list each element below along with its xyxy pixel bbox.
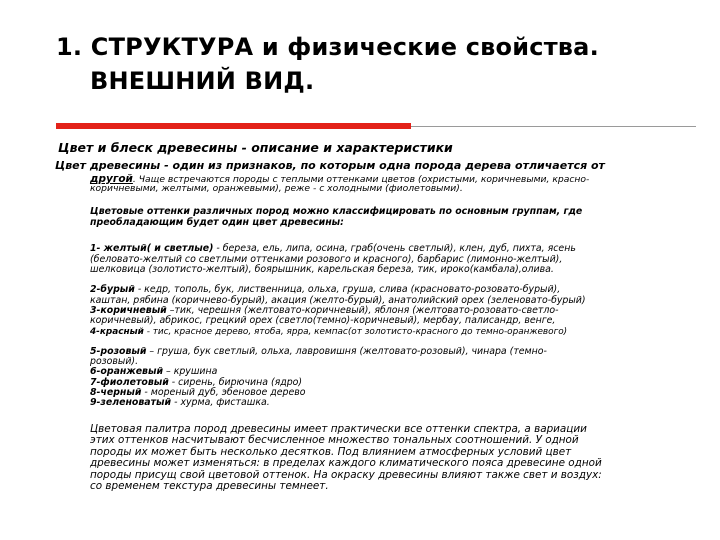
group-1-line-3: шелковица (золотисто-желтый), боярышник, карельская береза, тик, ироко(камбала),олива. xyxy=(90,264,554,275)
group-2-label: 2-бурый xyxy=(90,284,135,295)
intro-rest-1: . Чаще встречаются породы с теплыми оттенками цветов (охристыми, коричневыми, красно- xyxy=(132,174,590,185)
group-2-text: - кедр, тополь, бук, лиственница, ольха, груша, слива (красновато-розовато-бурый), xyxy=(134,284,561,295)
palette-line-2: этих оттенков насчитывают бесчисленное множество тональных соотношений. У одной xyxy=(90,434,579,447)
group-5-line-2: розовый). xyxy=(90,356,139,367)
title-line-1: 1. СТРУКТУРА и физические свойства. xyxy=(56,33,599,61)
groups-intro-1: Цветовые оттенки различных пород можно классифицировать по основным группам, где xyxy=(90,206,583,217)
intro-emphasis: другой xyxy=(90,173,133,185)
group-6-label: 6-оранжевый xyxy=(90,366,164,377)
group-6-line xyxy=(90,367,217,377)
palette-line-3: породы их может быть несколько десятков. Под влиянием атмосферных условий цвет xyxy=(90,445,572,458)
groups-intro-2: преобладающим будет один цвет древесины: xyxy=(90,217,344,228)
intro-line-1: Цвет древесины - один из признаков, по которым одна порода дерева отличается от xyxy=(55,159,605,172)
group-3-line-2: коричневый), абрикос, грецкий орех (светло(темно)-коричневый), мербау, палисандр, венге, xyxy=(90,315,556,326)
section-heading: Цвет и блеск древесины - описание и характеристики xyxy=(58,140,453,155)
group-4-text: - тис, красное дерево, ятоба, ярра, кемпас(от золотисто-красного до темно-оранжевого) xyxy=(143,327,568,337)
title-line-2: ВНЕШНИЙ ВИД. xyxy=(90,67,315,95)
group-4-line-1 xyxy=(90,327,567,337)
group-4-label: 4-красный xyxy=(90,327,144,337)
palette-line-6: со временем текстура древесины темнеет. xyxy=(90,480,329,493)
group-1-label: 1- желтый( и светлые) xyxy=(90,243,214,254)
group-9-text: - хурма, фисташка. xyxy=(171,397,270,408)
group-1-line-2: (беловато-желтый со светлыми оттенками розового и красного), барбарис (лимонно-желтый), xyxy=(90,254,563,265)
group-5-text: – груша, бук светлый, ольха, лавровишня (желтовато-розовый), чинара (темно- xyxy=(146,346,547,357)
palette-paragraph xyxy=(90,424,602,492)
group-7-label: 7-фиолетовый xyxy=(90,377,169,388)
group-9-label: 9-зеленоватый xyxy=(90,397,172,408)
intro-line-3: коричневыми, желтыми, оранжевыми), реже - с холодными (фиолетовыми). xyxy=(90,183,463,194)
group-1-text: - береза, ель, липа, осина, граб(очень светлый), клен, дуб, пихта, ясень xyxy=(213,243,576,254)
group-6-text: – крушина xyxy=(163,366,218,377)
palette-line-1: Цветовая палитра пород древесины имеет практически все оттенки спектра, а вариации xyxy=(90,423,587,435)
palette-line-5: породы присущ свой цветовой оттенок. На окраску древесины влияют также свет и воздух: xyxy=(90,468,602,481)
group-9-line xyxy=(90,398,270,408)
group-5-line-1 xyxy=(90,347,547,357)
group-3-label: 3-коричневый xyxy=(90,305,167,316)
group-3-text: –тик, черешня (желтовато-коричневый), яблоня (желтовато-розовато-светло- xyxy=(166,305,559,316)
group-5-label: 5-розовый xyxy=(90,346,147,357)
group-2-line-2: каштан, рябина (коричнево-бурый), акация (желто-бурый), анатолийский орех (зеленовато-бурый) xyxy=(90,295,586,306)
group-1-line-1 xyxy=(90,244,576,254)
group-8-label: 8-черный xyxy=(90,387,142,398)
group-7-text: - сирень, бирючина (ядро) xyxy=(168,377,303,388)
palette-line-4: древесины может изменяться: в пределах каждого климатического пояса древесине одной xyxy=(90,457,602,470)
group-8-text: - мореный дуб, эбеновое дерево xyxy=(141,387,306,398)
group-2-line-1 xyxy=(90,285,560,295)
